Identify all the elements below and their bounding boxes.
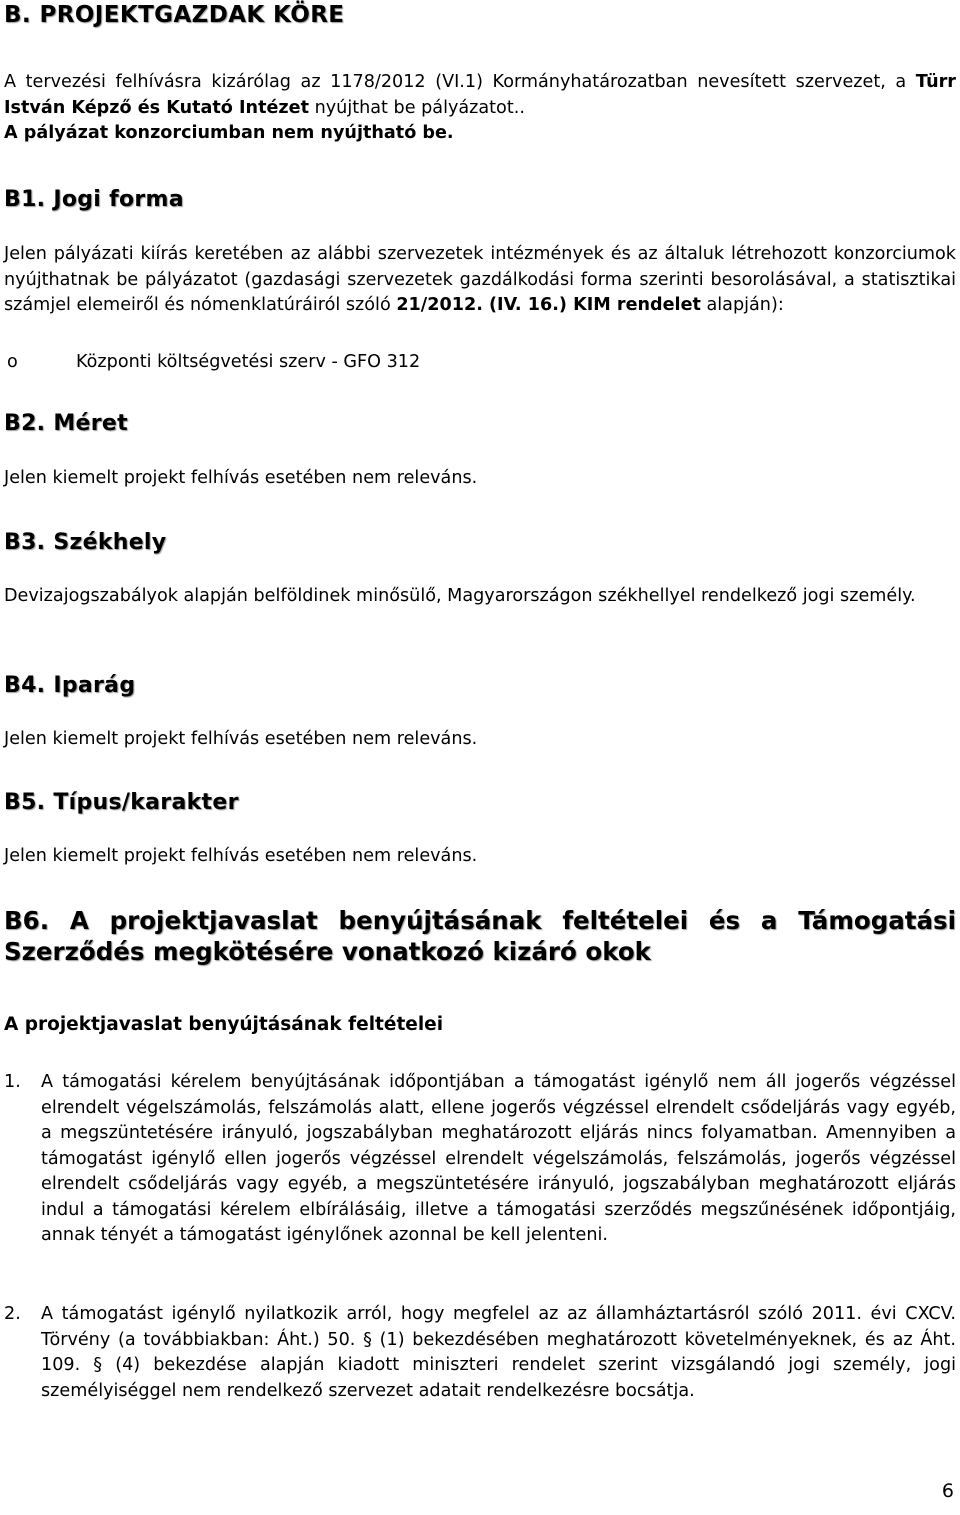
b2-label: B2.: [4, 411, 46, 436]
b3-label: B3.: [4, 530, 46, 555]
b6-label: B6.: [4, 906, 50, 935]
b4-title: Iparág: [53, 673, 136, 698]
b1-label: B1.: [4, 187, 46, 212]
list-item-number: 1.: [4, 1072, 21, 1092]
list-item: [4, 1302, 956, 1404]
intro-text-a: A tervezési felhívásra kizárólag az 1178/2012 (VI.1) Kormányhatározatban nevesített szervezet, a: [4, 72, 916, 92]
list-item-text: A támogatást igénylő nyilatkozik arról, hogy megfelel az az államháztartásról szóló 2011. évi CXCV. Törvény (a továbbiakban: Áht.) 50. § (1) bekezdésében meghatározott követelményeknek, és az Áht. 109. § (4) bekezdése alapján kiadott miniszteri rendelet szerint vizsgálandó jogi személy, jogi személyiséggel nem rendelkező szervezet adatait rendelkezésre bocsátja.: [41, 1304, 956, 1401]
list-item: [4, 1070, 956, 1249]
b5-label: B5.: [4, 790, 46, 815]
b1-title: Jogi forma: [53, 187, 184, 212]
b2-text: Jelen kiemelt projekt felhívás esetében nem releváns.: [4, 468, 478, 488]
intro-paragraph: [4, 70, 956, 147]
b6-subheading: A projektjavaslat benyújtásának feltételei: [4, 1014, 444, 1035]
b1-heading: [4, 187, 956, 212]
page-number: 6: [941, 1480, 954, 1502]
b5-text: Jelen kiemelt projekt felhívás esetében nem releváns.: [4, 846, 478, 866]
b5-title: Típus/karakter: [53, 790, 239, 815]
b3-heading: [4, 530, 956, 555]
intro-text-c: nyújthat be pályázatot..: [309, 97, 525, 118]
bullet-marker: o: [7, 352, 18, 372]
intro-institution: Türr István Képző és Kutató Intézet: [4, 72, 956, 118]
b1-text-b: 21/2012. (IV. 16.) KIM rendelet: [396, 295, 701, 315]
b1-bullet-item: [4, 349, 956, 375]
b1-paragraph: [4, 242, 956, 319]
b1-text-c: alapján):: [700, 295, 784, 315]
b1-text-a: Jelen pályázati kiírás keretében az alábbi szervezetek intézmények és az általuk létrehozott konzorciumok nyújthatnak be pályázatot (gazdasági szervezetek gazdálkodási forma szerinti besorolásával, a statisztikai számjel elemeiről és nómenklatúráiról szóló: [4, 244, 956, 315]
section-title: B. PROJEKTGAZDAK KÖRE: [4, 2, 345, 28]
b4-heading: [4, 673, 956, 698]
b4-text: Jelen kiemelt projekt felhívás esetében nem releváns.: [4, 729, 478, 749]
b2-title: Méret: [53, 411, 128, 436]
list-item-number: 2.: [4, 1304, 21, 1324]
b3-text: Devizajogszabályok alapján belföldinek minősülő, Magyarországon székhellyel rendelkező jogi személy.: [4, 586, 916, 606]
b4-label: B4.: [4, 673, 46, 698]
b6-heading: [4, 905, 956, 967]
intro-consortium-note: A pályázat konzorciumban nem nyújtható be.: [4, 123, 454, 143]
list-item-text: A támogatási kérelem benyújtásának időpontjában a támogatást igénylő nem áll jogerős végzéssel elrendelt végelszámolás, felszámolás alatt, ellene jogerős végzéssel elrendelt csődeljárás vagy egyéb, a megszüntetésére irányuló, jogszabályban meghatározott eljárás nincs folyamatban. Amennyiben a támogatást igénylő ellen jogerős végzéssel elrendelt végelszámolás, felszámolás, jogerős végzéssel elrendelt csődeljárás vagy egyéb, a megszüntetésére irányuló, jogszabályban meghatározott eljárás indul a támogatási kérelem elbírálásáig, illetve a támogatási szerződés megszűnésének időpontjáig, annak tényét a támogatást igénylőnek azonnal be kell jelenteni.: [41, 1072, 956, 1245]
b6-title: A projektjavaslat benyújtásának feltételei és a Támogatási Szerződés megkötésére vonatkozó kizáró okok: [4, 906, 956, 966]
b5-heading: [4, 790, 956, 815]
b3-title: Székhely: [53, 530, 167, 555]
b1-bullet-text: Központi költségvetési szerv - GFO 312: [76, 352, 421, 372]
b2-heading: [4, 411, 956, 436]
